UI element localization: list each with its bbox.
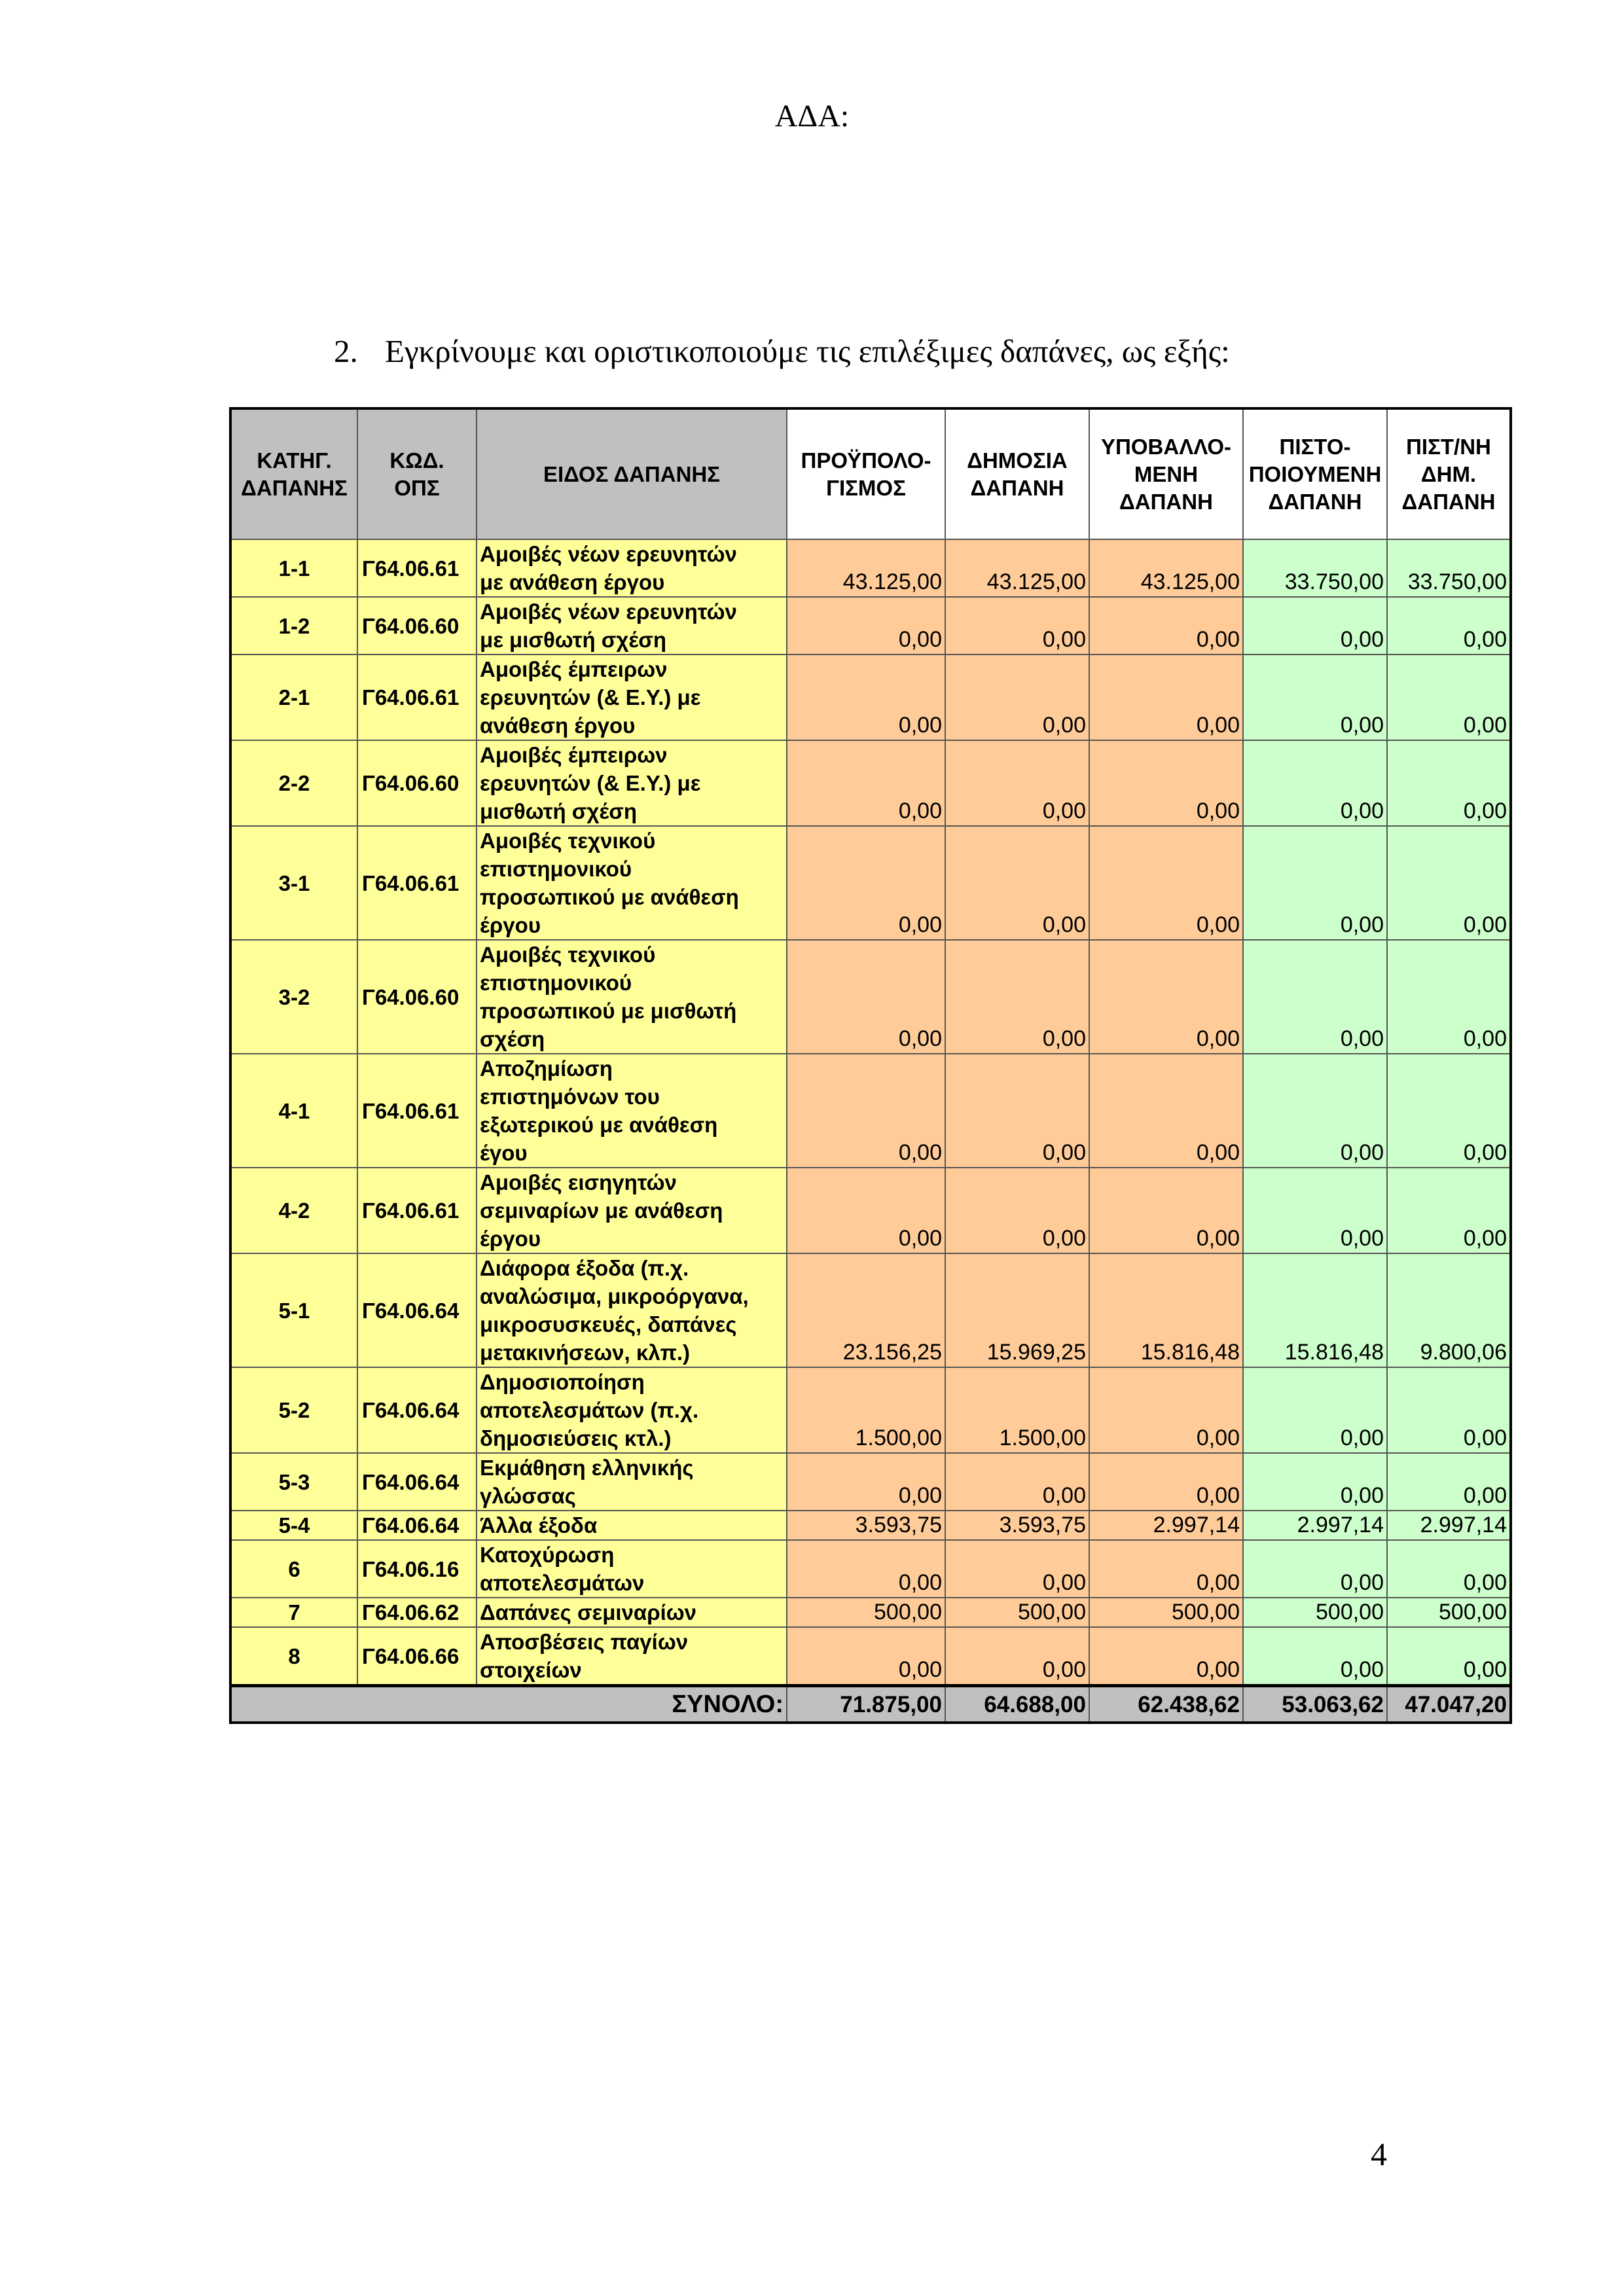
certified-expense-cell: 0,00	[1243, 826, 1387, 940]
certified-public-expense-cell: 0,00	[1387, 1627, 1511, 1686]
expense-type-line: εξωτερικού με ανάθεση	[480, 1113, 718, 1137]
certified-public-expense-cell: 0,00	[1387, 597, 1511, 655]
expense-type-line: επιστημονικού	[480, 971, 632, 995]
certified-expense-cell: 0,00	[1243, 1054, 1387, 1168]
public-expense-cell: 0,00	[945, 1168, 1089, 1253]
submitted-expense-cell: 0,00	[1089, 1627, 1243, 1686]
budget-cell: 43.125,00	[787, 539, 945, 597]
expense-type-line: αναλώσιμα, μικροόργανα,	[480, 1284, 749, 1308]
expense-type-line: μικροσυσκευές, δαπάνες	[480, 1312, 737, 1336]
certified-public-expense-cell: 0,00	[1387, 1367, 1511, 1453]
table-row	[230, 1367, 1511, 1453]
public-expense-cell: 43.125,00	[945, 539, 1089, 597]
public-expense-cell: 500,00	[945, 1598, 1089, 1627]
total-public-expense: 64.688,00	[945, 1686, 1089, 1723]
budget-cell: 1.500,00	[787, 1367, 945, 1453]
page-number: 4	[1371, 2136, 1387, 2172]
public-expense-cell: 0,00	[945, 597, 1089, 655]
budget-cell: 0,00	[787, 597, 945, 655]
col-header-submitted-expense	[1089, 408, 1243, 539]
expense-type-line: Αμοιβές τεχνικού	[480, 829, 656, 853]
certified-expense-cell: 0,00	[1243, 1453, 1387, 1511]
col-header-line: ΜΕΝΗ	[1134, 461, 1199, 486]
col-header-line: ΟΠΣ	[394, 475, 440, 500]
table-row	[230, 740, 1511, 826]
public-expense-cell: 1.500,00	[945, 1367, 1089, 1453]
expense-type-cell	[477, 1511, 787, 1540]
certified-expense-cell: 0,00	[1243, 655, 1387, 740]
code-cell: Γ64.06.64	[357, 1511, 477, 1540]
total-row	[230, 1686, 1511, 1723]
col-header-line: ΔΗΜ.	[1420, 461, 1477, 486]
expense-type-cell	[477, 740, 787, 826]
col-header-category	[230, 408, 357, 539]
category-cell: 7	[230, 1598, 357, 1627]
code-cell: Γ64.06.64	[357, 1367, 477, 1453]
budget-cell: 0,00	[787, 655, 945, 740]
table-header-row	[230, 408, 1511, 539]
category-cell: 4-1	[230, 1054, 357, 1168]
expense-type-line: σχέση	[480, 1027, 545, 1051]
intro-paragraph	[334, 332, 1230, 370]
public-expense-cell: 3.593,75	[945, 1511, 1089, 1540]
certified-public-expense-cell: 2.997,14	[1387, 1511, 1511, 1540]
certified-expense-cell: 0,00	[1243, 1627, 1387, 1686]
certified-expense-cell: 0,00	[1243, 740, 1387, 826]
col-header-line: ΠΙΣΤ/ΝΗ	[1406, 434, 1491, 459]
expense-type-line: με μισθωτή σχέση	[480, 628, 666, 652]
expense-type-cell	[477, 1367, 787, 1453]
expenses-table	[229, 407, 1512, 1724]
public-expense-cell: 0,00	[945, 1540, 1089, 1598]
expense-type-line: με ανάθεση έργου	[480, 570, 665, 594]
public-expense-cell: 15.969,25	[945, 1253, 1089, 1367]
total-certified-expense: 53.063,62	[1243, 1686, 1387, 1723]
certified-expense-cell: 15.816,48	[1243, 1253, 1387, 1367]
budget-cell: 0,00	[787, 1168, 945, 1253]
expense-type-cell	[477, 1453, 787, 1511]
col-header-line: ΚΑΤΗΓ.	[257, 448, 332, 473]
intro-number: 2.	[334, 333, 358, 369]
submitted-expense-cell: 2.997,14	[1089, 1511, 1243, 1540]
expense-type-line: Αμοιβές έμπειρων	[480, 743, 668, 767]
code-cell: Γ64.06.62	[357, 1598, 477, 1627]
budget-cell: 0,00	[787, 740, 945, 826]
expense-type-line: Δημοσιοποίηση	[480, 1370, 645, 1394]
expense-type-line: ερευνητών (& Ε.Υ.) με	[480, 685, 701, 709]
certified-public-expense-cell: 0,00	[1387, 1168, 1511, 1253]
budget-cell: 0,00	[787, 1540, 945, 1598]
col-header-line: ΥΠΟΒΑΛΛΟ-	[1101, 434, 1231, 459]
public-expense-cell: 0,00	[945, 1627, 1089, 1686]
expense-type-line: επιστημόνων του	[480, 1085, 660, 1109]
table-row	[230, 940, 1511, 1054]
table-row	[230, 1168, 1511, 1253]
certified-public-expense-cell: 500,00	[1387, 1598, 1511, 1627]
table-row	[230, 1627, 1511, 1686]
certified-public-expense-cell: 0,00	[1387, 1540, 1511, 1598]
budget-cell: 3.593,75	[787, 1511, 945, 1540]
code-cell: Γ64.06.16	[357, 1540, 477, 1598]
expense-type-cell	[477, 1598, 787, 1627]
code-cell: Γ64.06.64	[357, 1453, 477, 1511]
col-header-code	[357, 408, 477, 539]
certified-expense-cell: 33.750,00	[1243, 539, 1387, 597]
table-row	[230, 1540, 1511, 1598]
expense-type-line: έργου	[480, 1227, 541, 1251]
category-cell: 1-2	[230, 597, 357, 655]
expense-type-cell	[477, 1540, 787, 1598]
expense-type-line: Εκμάθηση ελληνικής	[480, 1456, 694, 1480]
public-expense-cell: 0,00	[945, 740, 1089, 826]
public-expense-cell: 0,00	[945, 940, 1089, 1054]
col-header-line: ΠΡΟΫΠΟΛΟ-	[801, 448, 931, 473]
budget-cell: 0,00	[787, 1054, 945, 1168]
expense-type-line: επιστημονικού	[480, 857, 632, 881]
expense-type-line: αποτελεσμάτων	[480, 1571, 645, 1595]
code-cell: Γ64.06.60	[357, 740, 477, 826]
col-header-line: ΔΑΠΑΝΗ	[1268, 489, 1362, 514]
code-cell: Γ64.06.61	[357, 1054, 477, 1168]
category-cell: 5-3	[230, 1453, 357, 1511]
col-header-line: ΔΑΠΑΝΗ	[1119, 489, 1213, 514]
budget-cell: 500,00	[787, 1598, 945, 1627]
col-header-line: ΠΟΙΟΥΜΕΝΗ	[1248, 461, 1382, 486]
category-cell: 3-1	[230, 826, 357, 940]
expense-type-line: μετακινήσεων, κλπ.)	[480, 1340, 691, 1365]
expense-type-line: γλώσσας	[480, 1484, 576, 1508]
expense-type-line: προσωπικού με μισθωτή	[480, 999, 737, 1023]
col-header-line: ΔΑΠΑΝΗ	[1401, 489, 1496, 514]
col-header-line: ΓΙΣΜΟΣ	[826, 475, 906, 500]
certified-public-expense-cell: 33.750,00	[1387, 539, 1511, 597]
category-cell: 2-2	[230, 740, 357, 826]
col-header-line: ΔΗΜΟΣΙΑ	[967, 448, 1068, 473]
col-header-expense-type	[477, 408, 787, 539]
certified-public-expense-cell: 0,00	[1387, 1054, 1511, 1168]
col-header-certified-expense	[1243, 408, 1387, 539]
submitted-expense-cell: 0,00	[1089, 826, 1243, 940]
budget-cell: 0,00	[787, 940, 945, 1054]
category-cell: 2-1	[230, 655, 357, 740]
expense-type-cell	[477, 597, 787, 655]
public-expense-cell: 0,00	[945, 826, 1089, 940]
expense-type-cell	[477, 1168, 787, 1253]
code-cell: Γ64.06.60	[357, 597, 477, 655]
category-cell: 5-1	[230, 1253, 357, 1367]
budget-cell: 0,00	[787, 826, 945, 940]
expense-type-line: ανάθεση έργου	[480, 713, 636, 738]
category-cell: 5-2	[230, 1367, 357, 1453]
table-row	[230, 1054, 1511, 1168]
expense-type-line: Κατοχύρωση	[480, 1543, 615, 1567]
certified-expense-cell: 2.997,14	[1243, 1511, 1387, 1540]
budget-cell: 23.156,25	[787, 1253, 945, 1367]
code-cell: Γ64.06.61	[357, 1168, 477, 1253]
expense-type-line: Διάφορα έξοδα (π.χ.	[480, 1256, 689, 1280]
table-body	[230, 539, 1511, 1723]
expense-type-line: προσωπικού με ανάθεση	[480, 885, 739, 909]
expense-type-line: έργου	[480, 913, 541, 937]
public-expense-cell: 0,00	[945, 1054, 1089, 1168]
expense-type-line: Αποσβέσεις παγίων	[480, 1630, 689, 1654]
table-row	[230, 1253, 1511, 1367]
table-row	[230, 1598, 1511, 1627]
submitted-expense-cell: 15.816,48	[1089, 1253, 1243, 1367]
category-cell: 6	[230, 1540, 357, 1598]
expense-type-line: Δαπάνες σεμιναρίων	[480, 1600, 697, 1624]
category-cell: 8	[230, 1627, 357, 1686]
col-header-line: ΠΙΣΤΟ-	[1279, 434, 1351, 459]
submitted-expense-cell: 0,00	[1089, 940, 1243, 1054]
expense-type-line: Άλλα έξοδα	[480, 1513, 598, 1537]
expense-type-cell	[477, 940, 787, 1054]
expense-type-line: μισθωτή σχέση	[480, 799, 637, 823]
code-cell: Γ64.06.61	[357, 655, 477, 740]
expense-type-line: Αποζημίωση	[480, 1056, 613, 1081]
submitted-expense-cell: 0,00	[1089, 1054, 1243, 1168]
expense-type-line: σεμιναρίων με ανάθεση	[480, 1198, 723, 1223]
table-row	[230, 597, 1511, 655]
expense-type-line: ερευνητών (& Ε.Υ.) με	[480, 771, 701, 795]
public-expense-cell: 0,00	[945, 655, 1089, 740]
certified-public-expense-cell: 0,00	[1387, 655, 1511, 740]
expense-type-cell	[477, 1054, 787, 1168]
table-row	[230, 826, 1511, 940]
col-header-line: ΔΑΠΑΝΗΣ	[241, 475, 348, 500]
submitted-expense-cell: 0,00	[1089, 740, 1243, 826]
certified-public-expense-cell: 0,00	[1387, 1453, 1511, 1511]
certified-public-expense-cell: 9.800,06	[1387, 1253, 1511, 1367]
submitted-expense-cell: 0,00	[1089, 1540, 1243, 1598]
total-certified-public-expense: 47.047,20	[1387, 1686, 1511, 1723]
total-budget: 71.875,00	[787, 1686, 945, 1723]
certified-expense-cell: 0,00	[1243, 940, 1387, 1054]
expense-type-line: έγου	[480, 1141, 528, 1165]
intro-text: Εγκρίνουμε και οριστικοποιούμε τις επιλέξιμες δαπάνες, ως εξής:	[385, 333, 1230, 369]
table-row	[230, 1453, 1511, 1511]
submitted-expense-cell: 0,00	[1089, 1367, 1243, 1453]
submitted-expense-cell: 0,00	[1089, 655, 1243, 740]
category-cell: 4-2	[230, 1168, 357, 1253]
submitted-expense-cell: 0,00	[1089, 597, 1243, 655]
code-cell: Γ64.06.66	[357, 1627, 477, 1686]
ada-label: ΑΔΑ:	[774, 99, 850, 134]
category-cell: 1-1	[230, 539, 357, 597]
expense-type-line: Αμοιβές νέων ερευνητών	[480, 542, 737, 566]
submitted-expense-cell: 0,00	[1089, 1168, 1243, 1253]
expense-type-cell	[477, 1627, 787, 1686]
certified-expense-cell: 500,00	[1243, 1598, 1387, 1627]
table-row	[230, 1511, 1511, 1540]
col-header-certified-public-expense	[1387, 408, 1511, 539]
budget-cell: 0,00	[787, 1453, 945, 1511]
certified-public-expense-cell: 0,00	[1387, 940, 1511, 1054]
expense-type-cell	[477, 1253, 787, 1367]
col-header-line: ΕΙΔΟΣ ΔΑΠΑΝΗΣ	[543, 461, 721, 486]
certified-public-expense-cell: 0,00	[1387, 826, 1511, 940]
expense-type-cell	[477, 826, 787, 940]
expense-type-cell	[477, 539, 787, 597]
budget-cell: 0,00	[787, 1627, 945, 1686]
expense-type-cell	[477, 655, 787, 740]
code-cell: Γ64.06.64	[357, 1253, 477, 1367]
submitted-expense-cell: 500,00	[1089, 1598, 1243, 1627]
table-row	[230, 655, 1511, 740]
expense-type-line: Αμοιβές τεχνικού	[480, 942, 656, 967]
certified-expense-cell: 0,00	[1243, 1367, 1387, 1453]
certified-expense-cell: 0,00	[1243, 1168, 1387, 1253]
certified-expense-cell: 0,00	[1243, 1540, 1387, 1598]
col-header-line: ΚΩΔ.	[389, 448, 444, 473]
code-cell: Γ64.06.60	[357, 940, 477, 1054]
public-expense-cell: 0,00	[945, 1453, 1089, 1511]
col-header-line: ΔΑΠΑΝΗ	[970, 475, 1064, 500]
certified-public-expense-cell: 0,00	[1387, 740, 1511, 826]
category-cell: 5-4	[230, 1511, 357, 1540]
code-cell: Γ64.06.61	[357, 539, 477, 597]
submitted-expense-cell: 43.125,00	[1089, 539, 1243, 597]
expense-type-line: στοιχείων	[480, 1658, 582, 1682]
expense-type-line: Αμοιβές εισηγητών	[480, 1170, 677, 1194]
col-header-public-expense	[945, 408, 1089, 539]
total-submitted-expense: 62.438,62	[1089, 1686, 1243, 1723]
expense-type-line: Αμοιβές νέων ερευνητών	[480, 600, 737, 624]
code-cell: Γ64.06.61	[357, 826, 477, 940]
table-row	[230, 539, 1511, 597]
certified-expense-cell: 0,00	[1243, 597, 1387, 655]
category-cell: 3-2	[230, 940, 357, 1054]
expense-type-line: Αμοιβές έμπειρων	[480, 657, 668, 681]
expense-type-line: δημοσιεύσεις κτλ.)	[480, 1426, 672, 1450]
submitted-expense-cell: 0,00	[1089, 1453, 1243, 1511]
col-header-budget	[787, 408, 945, 539]
expense-type-line: αποτελεσμάτων (π.χ.	[480, 1398, 699, 1422]
total-label: ΣΥΝΟΛΟ:	[230, 1686, 787, 1723]
